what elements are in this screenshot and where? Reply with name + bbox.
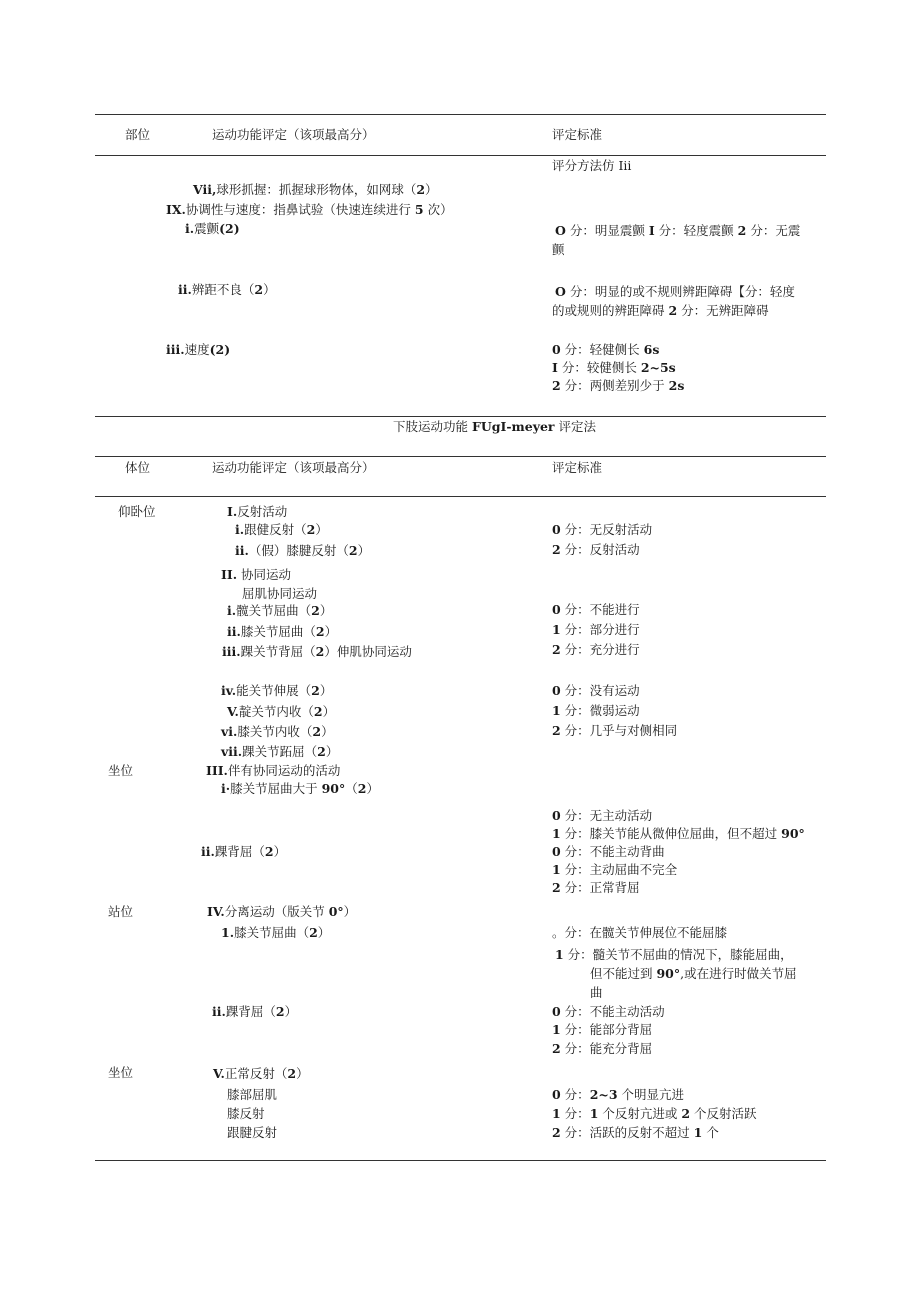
bottom-rule: [95, 1160, 826, 1161]
normal-reflex-item-2: 膝反射: [227, 1106, 265, 1121]
synergy-flexor: 屈肌协同运动: [242, 586, 318, 601]
criteria-speed-1: I 分：较健侧长 2~5s: [552, 360, 676, 375]
header-position: 体位: [125, 460, 151, 475]
normal-reflex-title: V.正常反射（2）: [213, 1066, 309, 1081]
header-criteria: 评定标准: [552, 127, 603, 142]
synergy-i: i.髋关节屈曲（2）: [227, 603, 333, 618]
normal-reflex-item-3: 跟腱反射: [227, 1125, 278, 1140]
combined-c0: 0 分：无主动活动: [552, 808, 653, 823]
isolated-d1: 1 分：能部分背屈: [552, 1022, 653, 1037]
synergy-ii: ii.膝关节屈曲（2）: [227, 624, 338, 639]
synergy-d1: 1 分：微弱运动: [552, 703, 640, 718]
criteria-tremor: O 分：明显震颤 I 分：轻度震颤 2 分：无震: [555, 223, 801, 238]
synergy-vi: vi.膝关节内收（2）: [221, 724, 334, 739]
synergy-v: V.靛关节内收（2）: [227, 704, 336, 719]
synergy-iii: iii.踝关节背屈（2）伸肌协同运动: [222, 644, 412, 659]
reflex-c0: 0 分：无反射活动: [552, 522, 653, 537]
item-ix-ii: ii.辨距不良（2）: [178, 282, 276, 297]
synergy-iv: iv.能关节伸展（2）: [221, 683, 333, 698]
isolated-d2: 2 分：能充分背屈: [552, 1041, 653, 1056]
synergy-title: II. 协同运动: [221, 567, 292, 582]
synergy-c0: 0 分：不能进行: [552, 602, 640, 617]
section-title: 下肢运动功能 FUgI-meyer 评定法: [393, 419, 597, 434]
normal-reflex-c0: 0 分：2~3 个明显亢进: [552, 1087, 685, 1102]
synergy-d2: 2 分：几乎与对侧相同: [552, 723, 678, 738]
position-standing: 站位: [108, 904, 134, 919]
reflex-title: I.反射活动: [227, 504, 288, 519]
header-rule: [95, 155, 826, 156]
criteria-dysmetria: O 分：明显的或不规则辨距障碍【分：轻度: [555, 284, 795, 299]
item-vii: Vii,球形抓握：抓握球形物体，如网球（2）: [193, 182, 438, 197]
isolated-d0: 0 分：不能主动活动: [552, 1004, 665, 1019]
item-ix-i: i.震颤(2): [185, 221, 240, 236]
criteria-speed-2: 2 分：两侧差别少于 2s: [552, 378, 685, 393]
header-assessment: 运动功能评定（该项最高分）: [212, 127, 375, 142]
isolated-c1: 1 分：髓关节不屈曲的情况下，膝能屈曲，: [555, 947, 793, 962]
synergy-c2: 2 分：充分进行: [552, 642, 640, 657]
isolated-c1-wrap-2: 曲: [590, 985, 603, 1000]
isolated-ii: ii.踝背屈（2）: [212, 1004, 298, 1019]
position-sitting-1: 坐位: [108, 763, 134, 778]
combined-c1: 1 分：膝关节能从微伸位屈曲，但不超过 90°: [552, 826, 805, 841]
reflex-i: i.跟健反射（2）: [235, 522, 328, 537]
criteria-tremor-wrap: 颤: [552, 242, 565, 257]
item-ix-iii: iii.速度(2): [166, 342, 231, 357]
normal-reflex-c1: 1 分：1 个反射亢进或 2 个反射活跃: [552, 1106, 757, 1121]
combined-d1: 1 分：主动屈曲不完全: [552, 862, 678, 877]
upper-bottom-rule: [95, 416, 826, 417]
lower-header-rule: [95, 496, 826, 497]
combined-ii: ii.踝背屈（2）: [201, 844, 287, 859]
combined-d0: 0 分：不能主动背曲: [552, 844, 665, 859]
isolated-i: 1.膝关节屈曲（2）: [221, 925, 331, 940]
lower-top-rule: [95, 456, 826, 457]
criteria-speed-0: 0 分：轻健侧长 6s: [552, 342, 660, 357]
top-rule: [95, 114, 826, 115]
synergy-vii: vii.踝关节跖屈（2）: [221, 744, 339, 759]
combined-i: i·膝关节屈曲大于 90°（2）: [221, 781, 379, 796]
header-assessment-lower: 运动功能评定（该项最高分）: [212, 460, 375, 475]
position-sitting-2: 坐位: [108, 1065, 134, 1080]
isolated-title: IV.分离运动（版关节 0°）: [207, 904, 357, 919]
isolated-c1-wrap: 但不能过到 90°,或在进行时做关节屈: [590, 966, 797, 981]
header-criteria-lower: 评定标准: [552, 460, 603, 475]
reflex-c2: 2 分：反射活动: [552, 542, 640, 557]
synergy-c1: 1 分：部分进行: [552, 622, 640, 637]
combined-d2: 2 分：正常背屈: [552, 880, 640, 895]
normal-reflex-c2: 2 分：活跃的反射不超过 1 个: [552, 1125, 719, 1140]
item-ix: IX.协调性与速度：指鼻试验（快速连续进行 5 次）: [166, 202, 453, 217]
normal-reflex-item-1: 膝部屈肌: [227, 1087, 278, 1102]
criteria-note: 评分方法仿 Iii: [552, 158, 632, 173]
header-part: 部位: [125, 127, 151, 142]
isolated-c0: 。分：在髋关节伸展位不能屈膝: [552, 925, 728, 940]
criteria-dysmetria-wrap: 的或规则的辨距障碍 2 分：无辨距障碍: [552, 303, 769, 318]
position-supine: 仰卧位: [118, 504, 156, 519]
reflex-ii: ii.（假）膝腱反射（2）: [235, 543, 371, 558]
combined-title: III.伴有协同运动的活动: [206, 763, 341, 778]
synergy-d0: 0 分：没有运动: [552, 683, 640, 698]
